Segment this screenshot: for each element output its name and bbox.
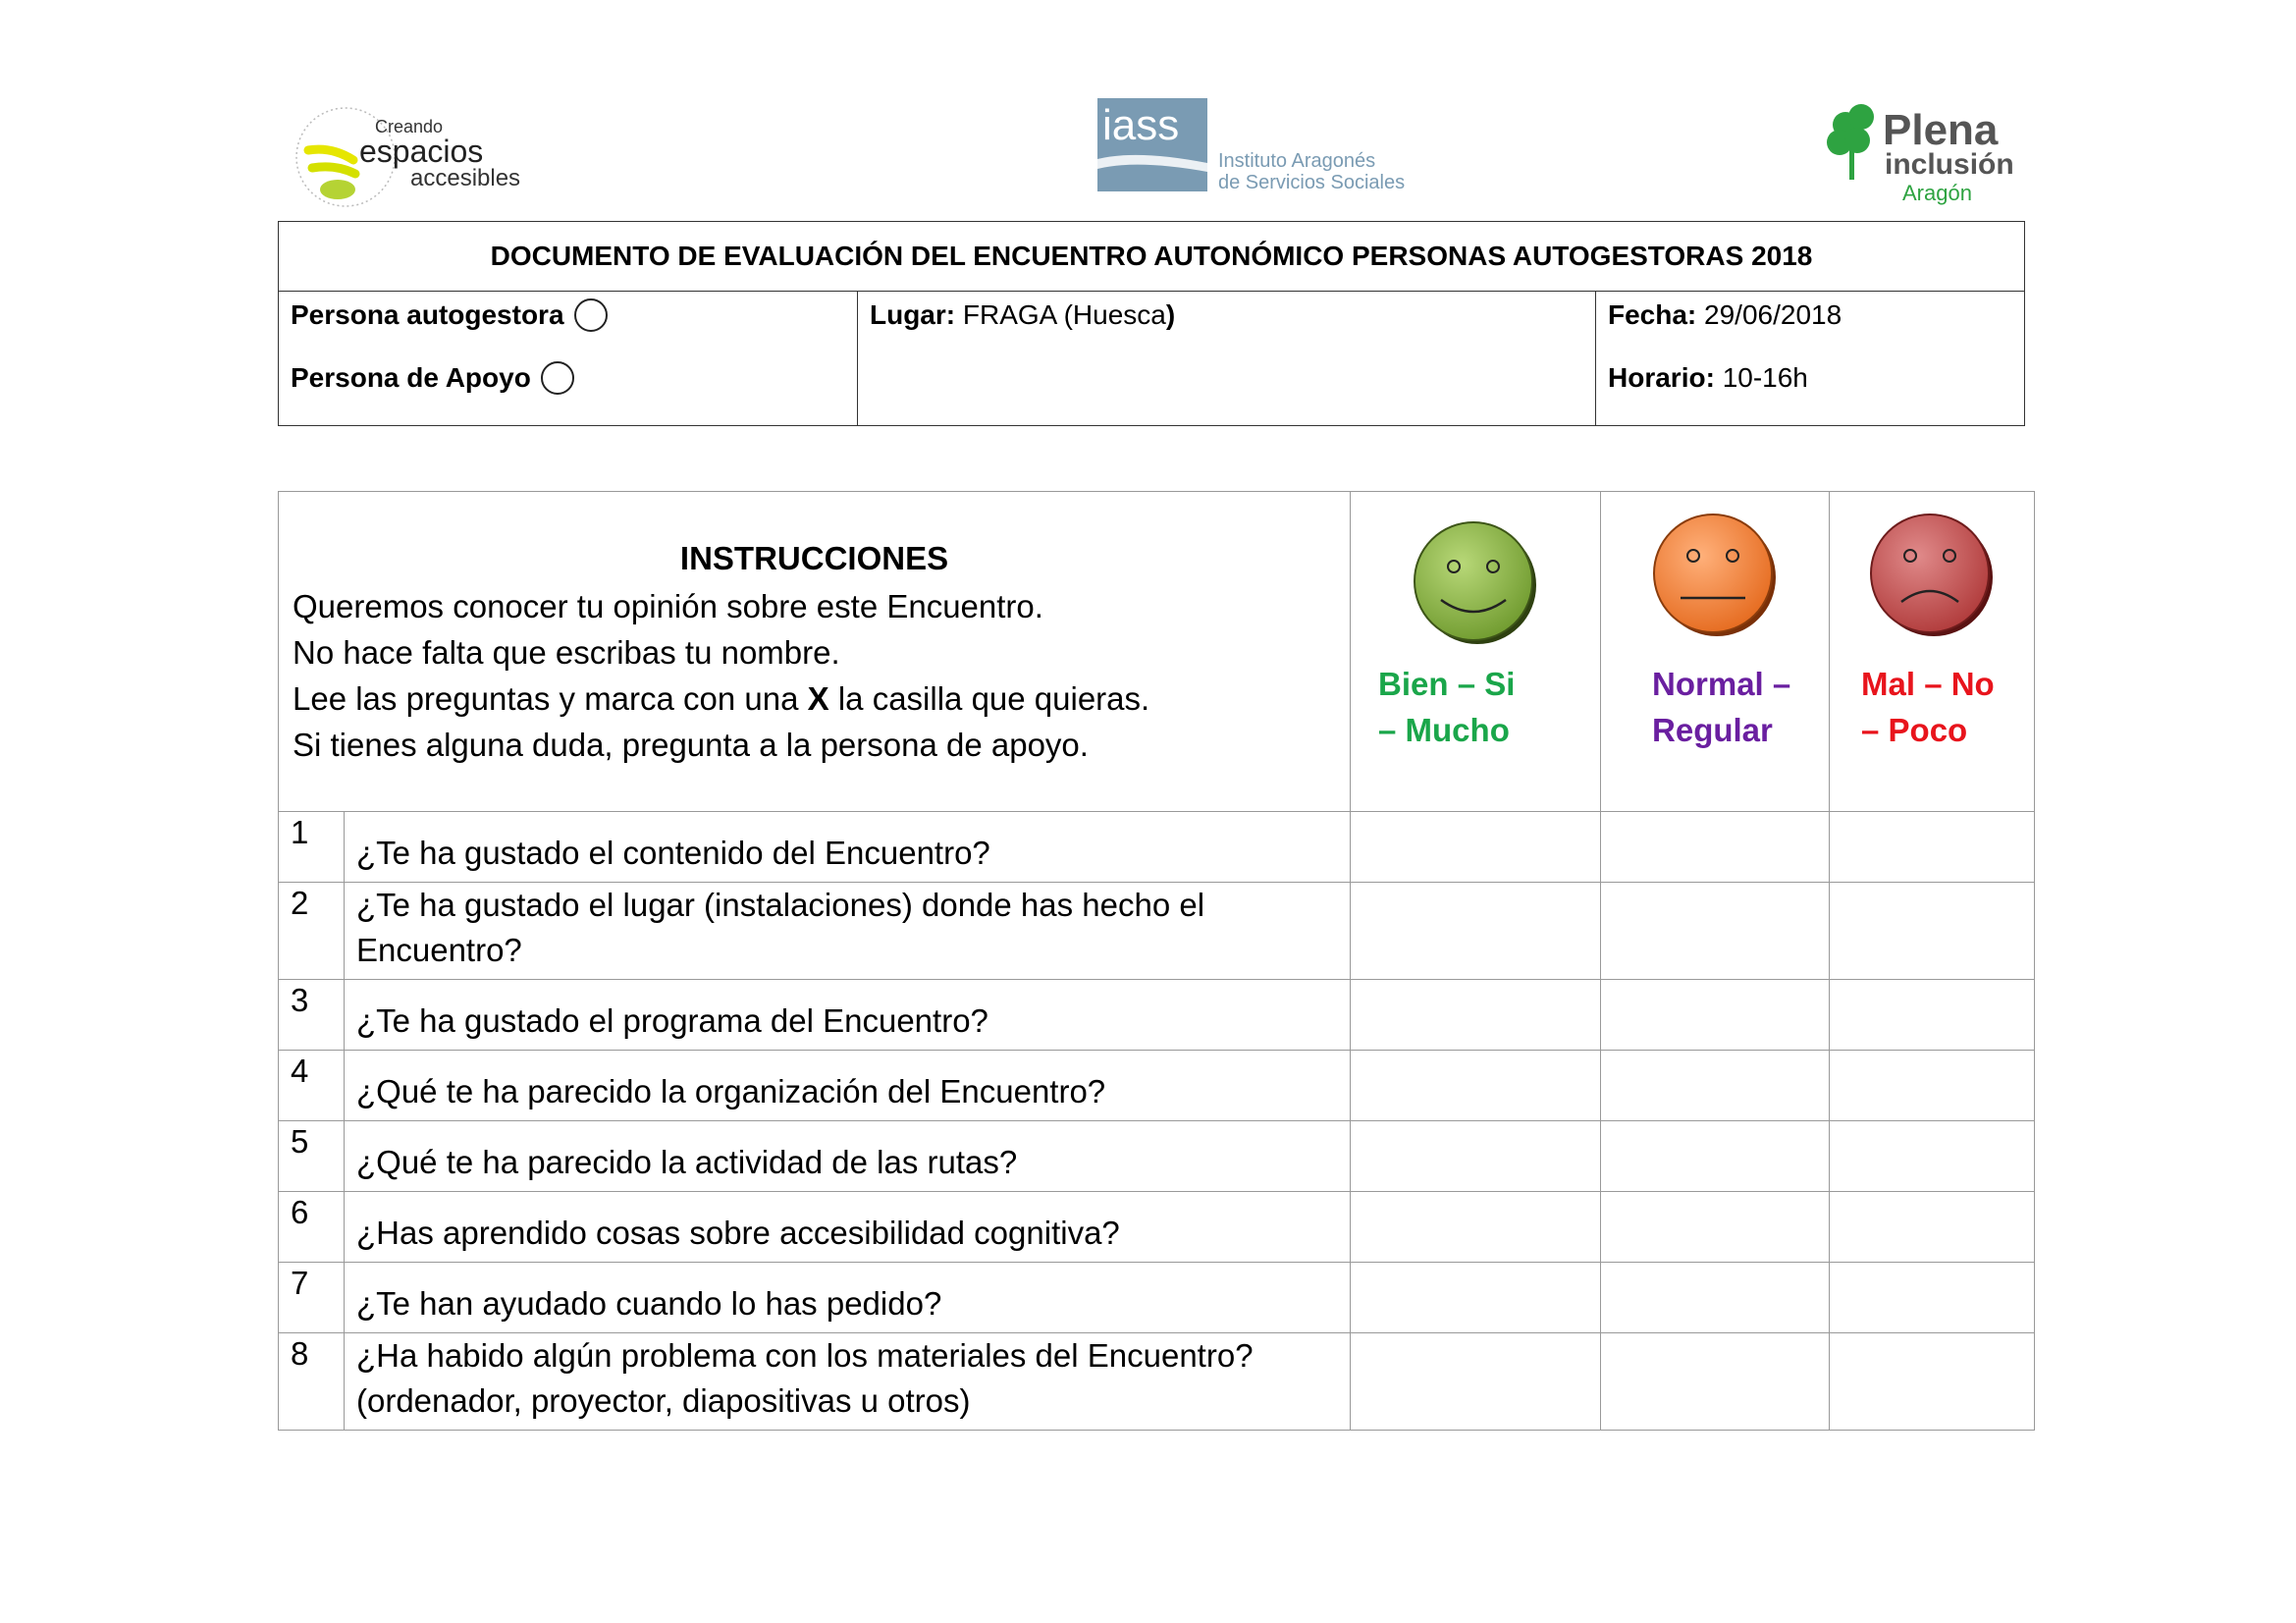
answer-cell-normal[interactable] (1601, 1333, 1830, 1431)
answer-cell-bad[interactable] (1830, 980, 2035, 1051)
answer-cell-good[interactable] (1351, 1051, 1601, 1121)
question-number: 3 (279, 980, 345, 1051)
answer-cell-bad[interactable] (1830, 883, 2035, 980)
plena-inclusion-logo (1824, 103, 2030, 209)
answer-cell-normal[interactable] (1601, 1051, 1830, 1121)
date-label: Fecha: (1608, 299, 1697, 330)
question-row (279, 1263, 2035, 1333)
date-cell (1596, 292, 2025, 426)
instructions-line-3-pre: Lee las preguntas y marca con una (293, 679, 808, 717)
role-label-self-advocate: Persona autogestora (291, 299, 564, 330)
question-text: ¿Qué te ha parecido la organización del Encuentro? (345, 1051, 1351, 1121)
answer-cell-normal[interactable] (1601, 980, 1830, 1051)
question-row (279, 1192, 2035, 1263)
answer-cell-good[interactable] (1351, 1192, 1601, 1263)
sad-face-icon (1868, 512, 1996, 639)
place-label: Lugar: (870, 299, 956, 330)
answer-cell-bad[interactable] (1830, 1333, 2035, 1431)
iass-line-2: de Servicios Sociales (1218, 172, 1406, 193)
rating-header-good (1351, 492, 1601, 812)
instructions-line-3 (293, 676, 1336, 722)
answer-cell-normal[interactable] (1601, 812, 1830, 883)
instructions-title: INSTRUCCIONES (679, 539, 949, 576)
time-value: 10-16h (1722, 362, 1808, 393)
question-number: 6 (279, 1192, 345, 1263)
time-label: Horario: (1608, 362, 1715, 393)
role-label-support: Persona de Apoyo (291, 362, 531, 393)
answer-cell-good[interactable] (1351, 1121, 1601, 1192)
rating-label-good-line-2: – Mucho (1378, 712, 1510, 748)
iass-mark: iass (1102, 101, 1180, 149)
creando-espacios-accesibles-logo (294, 103, 550, 211)
place-cell (858, 292, 1596, 426)
role-option-self-advocate (291, 298, 845, 360)
question-row (279, 980, 2035, 1051)
place-value: FRAGA (Huesca (962, 299, 1166, 330)
question-row (279, 1333, 2035, 1431)
answer-cell-good[interactable] (1351, 1333, 1601, 1431)
logo-text-espacios: espacios (359, 134, 484, 169)
question-text: ¿Has aprendido cosas sobre accesibilidad cognitiva? (345, 1192, 1351, 1263)
question-number: 5 (279, 1121, 345, 1192)
rating-header-normal (1601, 492, 1830, 812)
radio-self-advocate[interactable] (574, 298, 608, 332)
neutral-face-icon (1651, 512, 1779, 639)
answer-cell-good[interactable] (1351, 980, 1601, 1051)
rating-label-bad-line-2: – Poco (1861, 712, 1968, 748)
place-close-paren: ) (1165, 299, 1176, 330)
answer-cell-normal[interactable] (1601, 1121, 1830, 1192)
answer-cell-good[interactable] (1351, 883, 1601, 980)
rating-label-normal-line-1: Normal – (1652, 666, 1791, 702)
answer-cell-good[interactable] (1351, 1263, 1601, 1333)
date-value: 29/06/2018 (1704, 299, 1842, 330)
answer-cell-bad[interactable] (1830, 1263, 2035, 1333)
instructions-cell (279, 492, 1351, 812)
logo-text-accesibles: accesibles (410, 165, 521, 191)
happy-face-icon (1412, 519, 1539, 647)
question-number: 8 (279, 1333, 345, 1431)
answer-cell-normal[interactable] (1601, 883, 1830, 980)
question-number: 2 (279, 883, 345, 980)
question-text: ¿Te ha gustado el contenido del Encuentro? (345, 812, 1351, 883)
document-title: DOCUMENTO DE EVALUACIÓN DEL ENCUENTRO AUTONÓMICO PERSONAS AUTOGESTORAS 2018 (279, 222, 2025, 292)
rating-header-bad (1830, 492, 2035, 812)
answer-cell-bad[interactable] (1830, 812, 2035, 883)
header-table (278, 221, 2025, 426)
plena-text: Plena (1883, 106, 1999, 154)
question-number: 7 (279, 1263, 345, 1333)
question-row (279, 812, 2035, 883)
question-text: ¿Te ha gustado el lugar (instalaciones) donde has hecho el Encuentro? (345, 883, 1351, 980)
rating-label-bad-line-1: Mal – No (1861, 666, 1995, 702)
question-row (279, 883, 2035, 980)
question-text: ¿Te ha gustado el programa del Encuentro? (345, 980, 1351, 1051)
answer-cell-bad[interactable] (1830, 1051, 2035, 1121)
rating-label-good (1351, 661, 1600, 753)
question-text: ¿Qué te ha parecido la actividad de las rutas? (345, 1121, 1351, 1192)
instructions-mark-x: X (807, 679, 829, 717)
question-row (279, 1051, 2035, 1121)
inclusion-text: inclusión (1885, 148, 2014, 181)
rating-label-good-line-1: Bien – Si (1378, 666, 1516, 702)
question-number: 4 (279, 1051, 345, 1121)
answer-cell-normal[interactable] (1601, 1192, 1830, 1263)
logo-text-creando: Creando (375, 117, 444, 136)
question-text: ¿Te han ayudado cuando lo has pedido? (345, 1263, 1351, 1333)
iass-logo (1097, 98, 1431, 196)
role-cell (279, 292, 858, 426)
radio-support-person[interactable] (541, 361, 574, 395)
instructions-line-4: Si tienes alguna duda, pregunta a la persona de apoyo. (293, 726, 1089, 763)
rating-label-bad (1830, 661, 2034, 753)
question-text: ¿Ha habido algún problema con los materiales del Encuentro? (ordenador, proyector, diapositivas u otros) (345, 1333, 1351, 1431)
question-number: 1 (279, 812, 345, 883)
question-row (279, 1121, 2035, 1192)
rating-label-normal-line-2: Regular (1652, 712, 1773, 748)
rating-label-normal (1601, 661, 1829, 753)
instructions-line-3-post: la casilla que quieras. (828, 679, 1150, 717)
answer-cell-good[interactable] (1351, 812, 1601, 883)
answer-cell-bad[interactable] (1830, 1121, 2035, 1192)
role-option-support (291, 360, 845, 423)
answer-cell-normal[interactable] (1601, 1263, 1830, 1333)
evaluation-table (278, 491, 2035, 1431)
answer-cell-bad[interactable] (1830, 1192, 2035, 1263)
instructions-line-2: No hace falta que escribas tu nombre. (293, 633, 840, 671)
iass-line-1: Instituto Aragonés (1218, 150, 1376, 172)
instructions-line-1: Queremos conocer tu opinión sobre este Encuentro. (293, 587, 1043, 624)
aragon-text: Aragón (1902, 181, 1972, 205)
